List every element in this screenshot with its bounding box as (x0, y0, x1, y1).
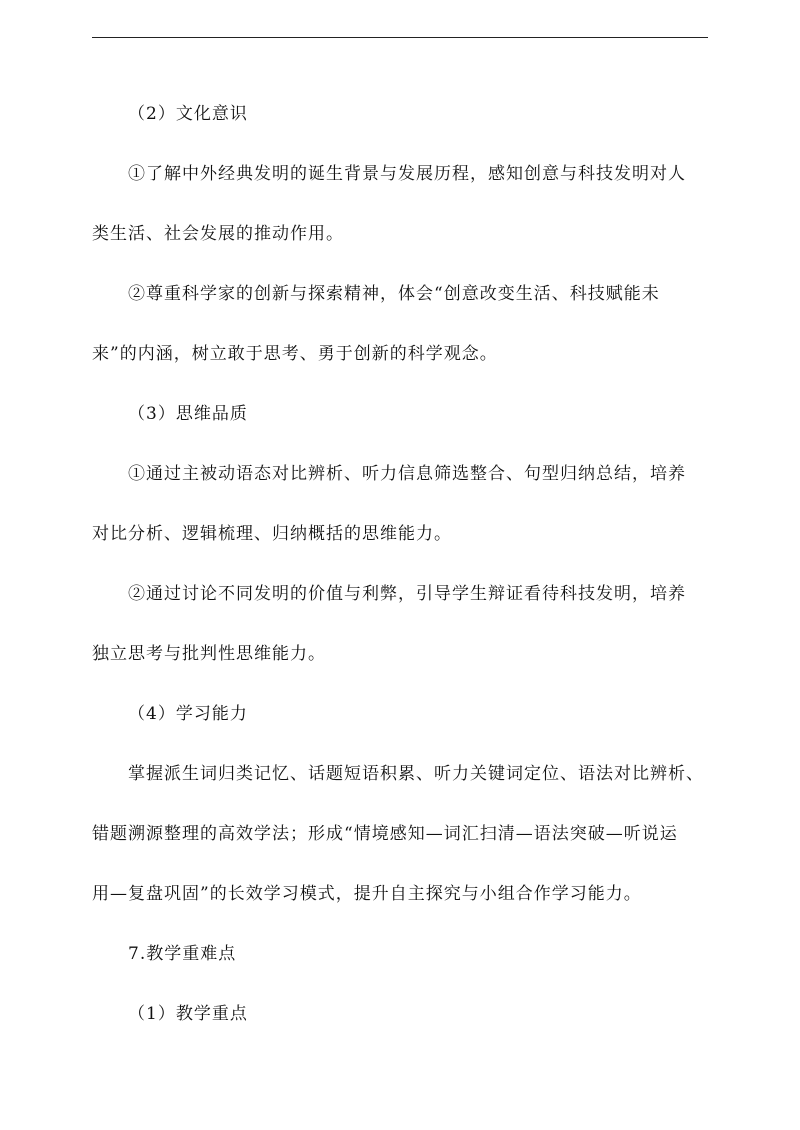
text-line: ①了解中外经典发明的诞生背景与发展历程，感知创意与科技发明对人 (128, 164, 686, 184)
text-line: ②通过讨论不同发明的价值与利弊，引导学生辩证看待科技发明，培养 (128, 584, 686, 604)
text-line: 用—复盘巩固”的长效学习模式，提升自主探究与小组合作学习能力。 (92, 884, 642, 904)
text-line: ②尊重科学家的创新与探索精神，体会“创意改变生活、科技赋能未 (128, 284, 660, 304)
text-line: （2）文化意识 (128, 104, 248, 124)
section-heading-key-points (92, 924, 712, 984)
text-line: （1）教学重点 (128, 1004, 248, 1024)
paragraph (92, 264, 712, 384)
text-line: 来”的内涵，树立敢于思考、勇于创新的科学观念。 (92, 344, 498, 364)
paragraph (92, 144, 712, 264)
text-line: 掌握派生词归类记忆、话题短语积累、听力关键词定位、语法对比辨析、 (128, 764, 704, 784)
paragraph (92, 564, 712, 684)
text-line: 7.教学重难点 (128, 944, 237, 964)
text-line: （4）学习能力 (128, 704, 248, 724)
text-line: 错题溯源整理的高效学法；形成“情境感知—词汇扫清—语法突破—听说运 (92, 824, 678, 844)
paragraph (92, 744, 712, 924)
header-rule (92, 37, 708, 38)
document-body (92, 84, 712, 1044)
section-heading-cultural-awareness (92, 84, 712, 144)
section-heading-learning-ability (92, 684, 712, 744)
text-line: （3）思维品质 (128, 404, 248, 424)
text-line: 独立思考与批判性思维能力。 (92, 644, 326, 664)
section-heading-thinking-quality (92, 384, 712, 444)
paragraph (92, 444, 712, 564)
section-heading-teaching-focus (92, 984, 712, 1044)
text-line: ①通过主被动语态对比辨析、听力信息筛选整合、句型归纳总结，培养 (128, 464, 686, 484)
text-line: 对比分析、逻辑梳理、归纳概括的思维能力。 (92, 524, 452, 544)
text-line: 类生活、社会发展的推动作用。 (92, 224, 344, 244)
